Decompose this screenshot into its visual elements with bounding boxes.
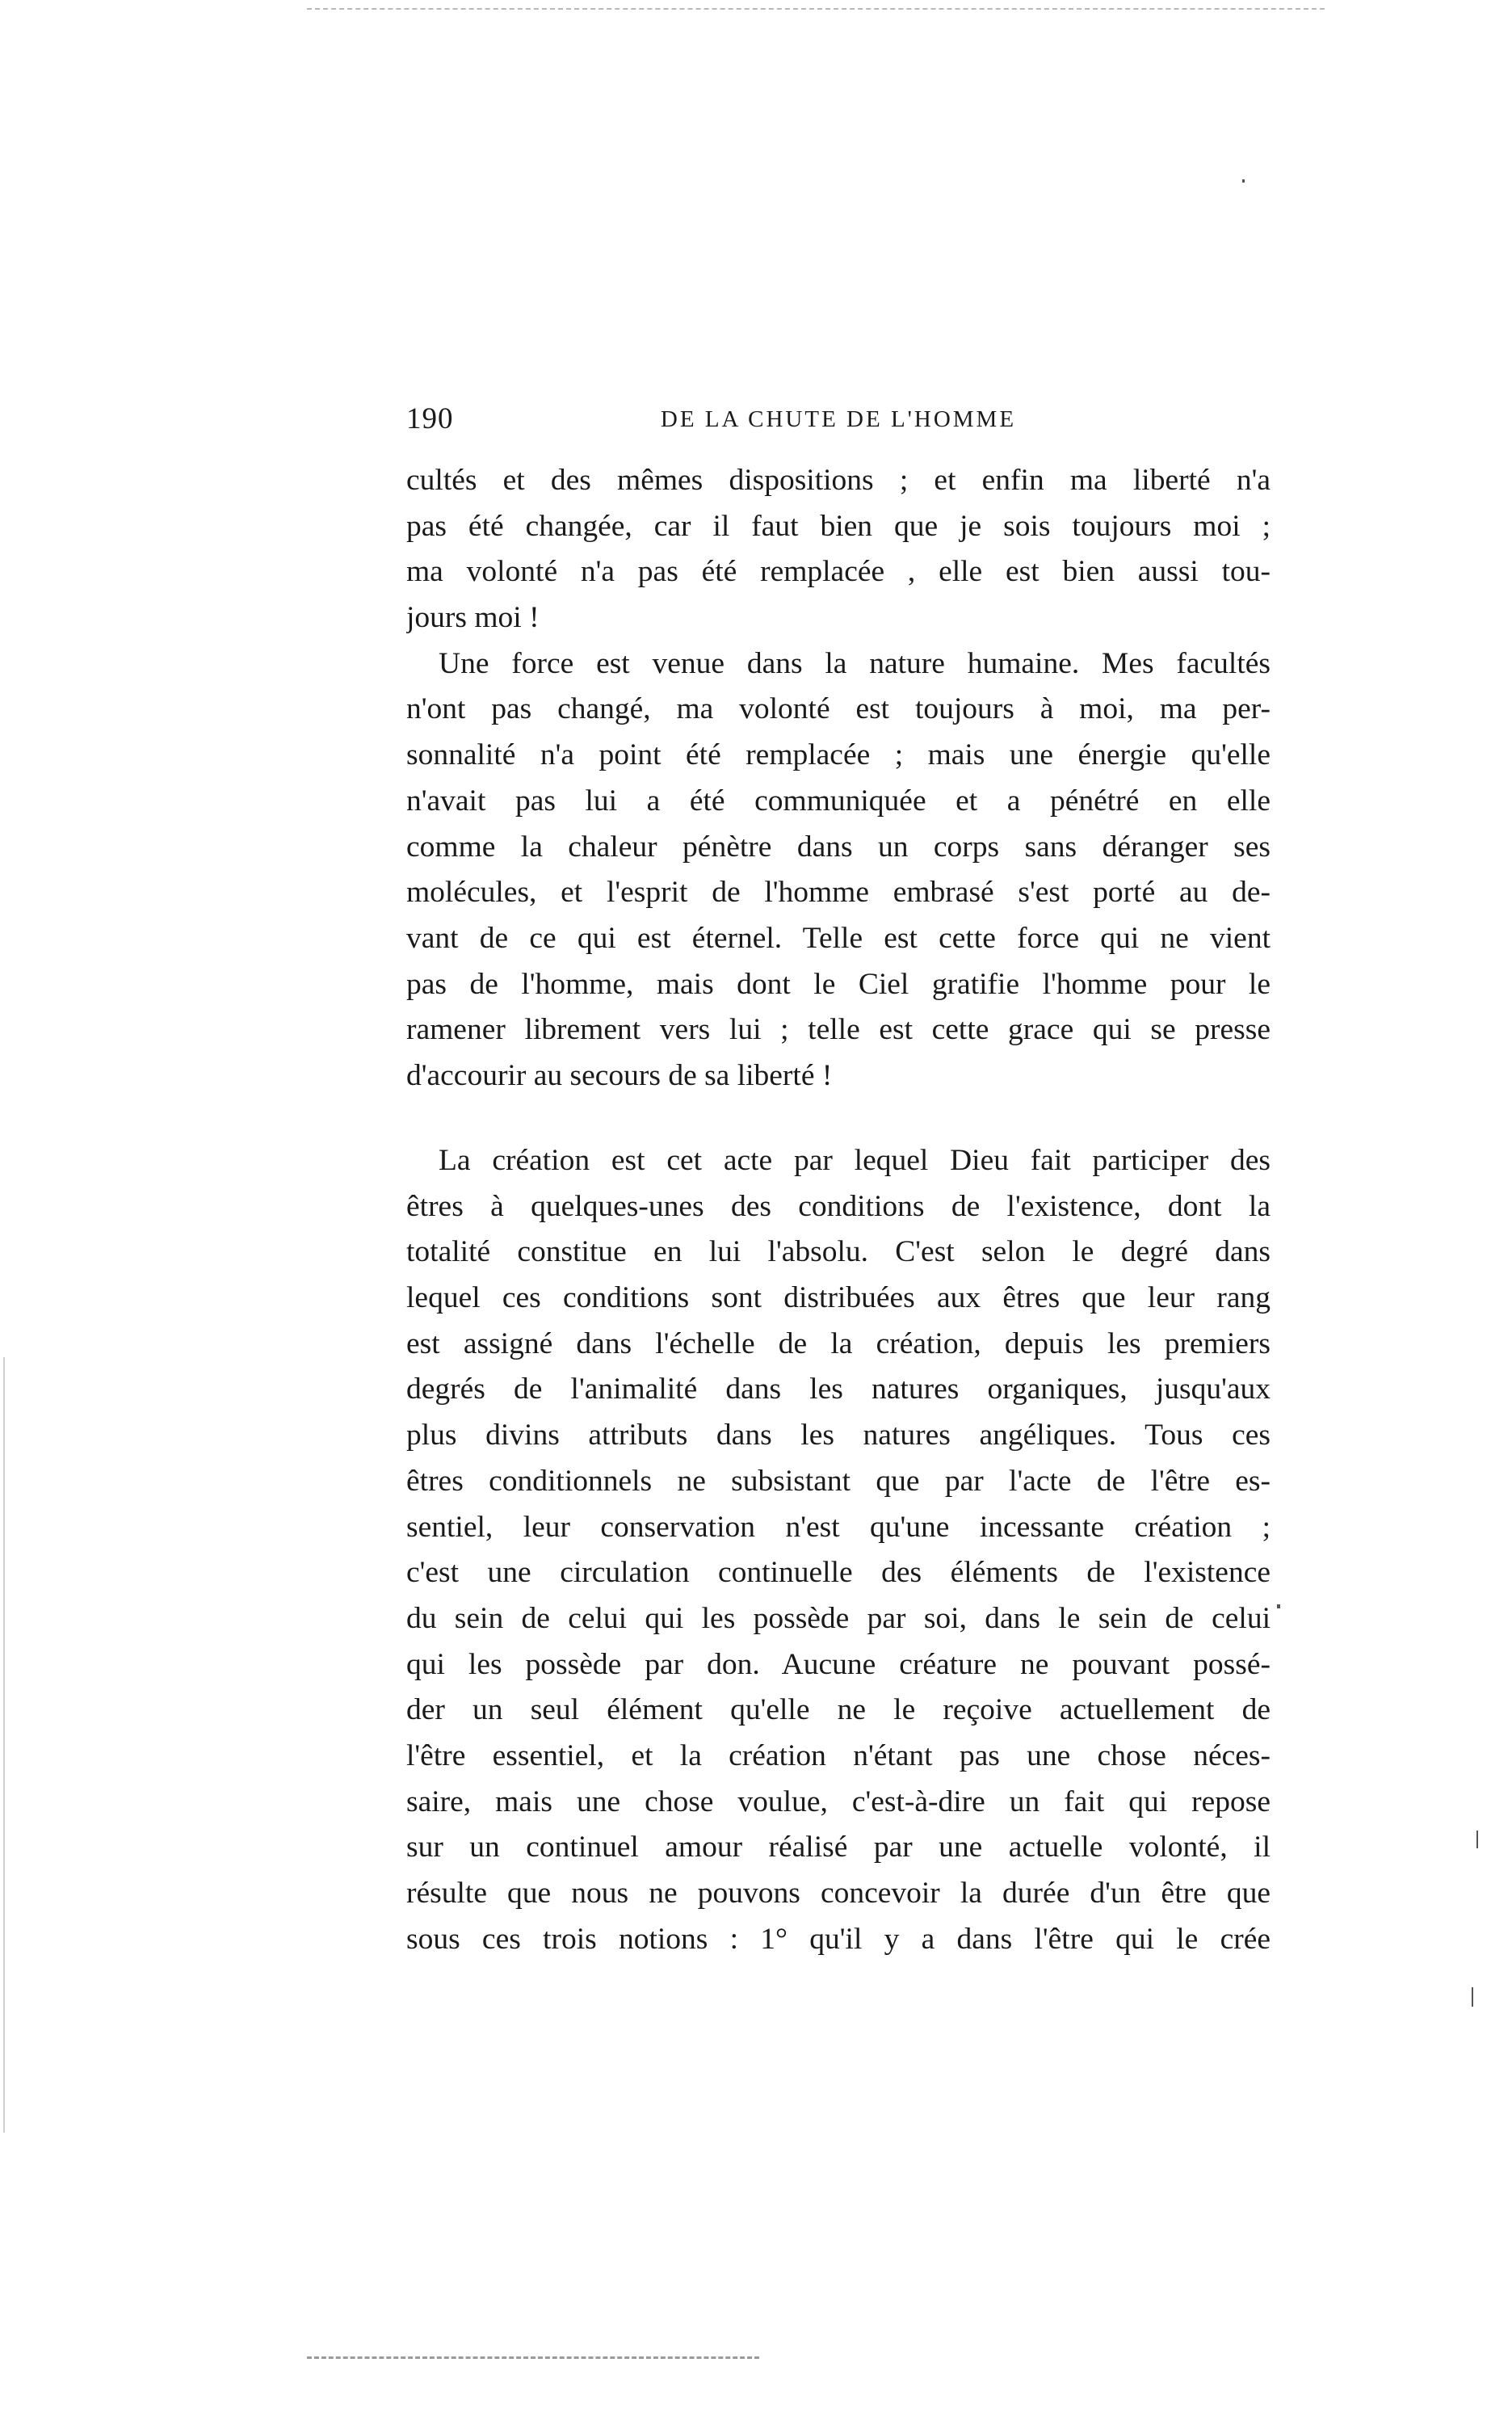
text-line: degrés de l'animalité dans les natures organiques, jusqu'aux: [406, 1373, 1270, 1406]
scan-speck: [1242, 179, 1245, 183]
text-line: jours moi !: [406, 601, 540, 635]
text-line: n'avait pas lui a été communiquée et a pénétré en elle: [406, 784, 1270, 818]
text-line: du sein de celui qui les possède par soi, dans le sein de celui: [406, 1601, 1270, 1635]
text-line: pas été changée, car il faut bien que je sois toujours moi ;: [406, 509, 1270, 543]
text-line: résulte que nous ne pouvons concevoir la durée d'un être que: [406, 1877, 1270, 1910]
text-line: cultés et des mêmes dispositions ; et enfin ma liberté n'a: [406, 464, 1270, 497]
body-text-bottom: [406, 1138, 1270, 1962]
text-line: lequel ces conditions sont distribuées aux êtres que leur rang: [406, 1281, 1270, 1315]
text-line: est assigné dans l'échelle de la création, depuis les premiers: [406, 1326, 1270, 1360]
text-line: pas de l'homme, mais dont le Ciel gratifie l'homme pour le: [406, 967, 1270, 1001]
paragraph: [406, 1138, 1270, 1962]
page-header: [406, 399, 1270, 439]
text-line: êtres conditionnels ne subsistant que par l'acte de l'être es-: [406, 1464, 1270, 1498]
text-line: l'être essentiel, et la création n'étant pas une chose néces-: [406, 1738, 1270, 1772]
paragraph: [406, 458, 1270, 641]
text-line: êtres à quelques-unes des conditions de l'existence, dont la: [406, 1189, 1270, 1223]
text-line: qui les possède par don. Aucune créature ne pouvant possé-: [406, 1647, 1270, 1681]
scan-speck: [1476, 1831, 1478, 1848]
running-title: DE LA CHUTE DE L'HOMME: [660, 406, 1017, 432]
text-line: c'est une circulation continuelle des éléments de l'existence: [406, 1556, 1270, 1590]
body-text-top: [406, 458, 1270, 1099]
text-line: totalité constitue en lui l'absolu. C'est selon le degré dans: [406, 1235, 1270, 1269]
scan-edge-top: [307, 8, 1325, 10]
text-line: sentiel, leur conservation n'est qu'une incessante création ;: [406, 1510, 1270, 1544]
text-line: Une force est venue dans la nature humaine. Mes facultés: [439, 646, 1270, 680]
text-line: vant de ce qui est éternel. Telle est cette force qui ne vient: [406, 921, 1270, 955]
text-line: ma volonté n'a pas été remplacée , elle est bien aussi tou-: [406, 555, 1270, 589]
text-line: comme la chaleur pénètre dans un corps sans déranger ses: [406, 830, 1270, 864]
text-line: n'ont pas changé, ma volonté est toujours à moi, ma per-: [406, 692, 1270, 726]
text-line: saire, mais une chose voulue, c'est-à-dire un fait qui repose: [406, 1785, 1270, 1818]
text-line: d'accourir au secours de sa liberté !: [406, 1058, 833, 1092]
text-line: La création est cet acte par lequel Dieu fait participer des: [439, 1144, 1270, 1177]
text-line: sonnalité n'a point été remplacée ; mais une énergie qu'elle: [406, 738, 1270, 772]
scan-edge-bottom: [307, 2356, 759, 2359]
text-line: sous ces trois notions : 1° qu'il y a dans l'être qui le crée: [406, 1922, 1270, 1956]
page-number: 190: [406, 402, 454, 435]
text-line: plus divins attributs dans les natures angéliques. Tous ces: [406, 1419, 1270, 1452]
text-line: der un seul élément qu'elle ne le reçoive actuellement de: [406, 1693, 1270, 1727]
scan-speck: [1277, 1604, 1280, 1608]
text-line: ramener librement vers lui ; telle est cette grace qui se presse: [406, 1013, 1270, 1047]
scan-speck: [1472, 1987, 1473, 2007]
paragraph: [406, 641, 1270, 1099]
scan-edge-left: [3, 1357, 5, 2133]
text-line: sur un continuel amour réalisé par une actuelle volonté, il: [406, 1831, 1270, 1864]
text-line: molécules, et l'esprit de l'homme embrasé s'est porté au de-: [406, 876, 1270, 910]
